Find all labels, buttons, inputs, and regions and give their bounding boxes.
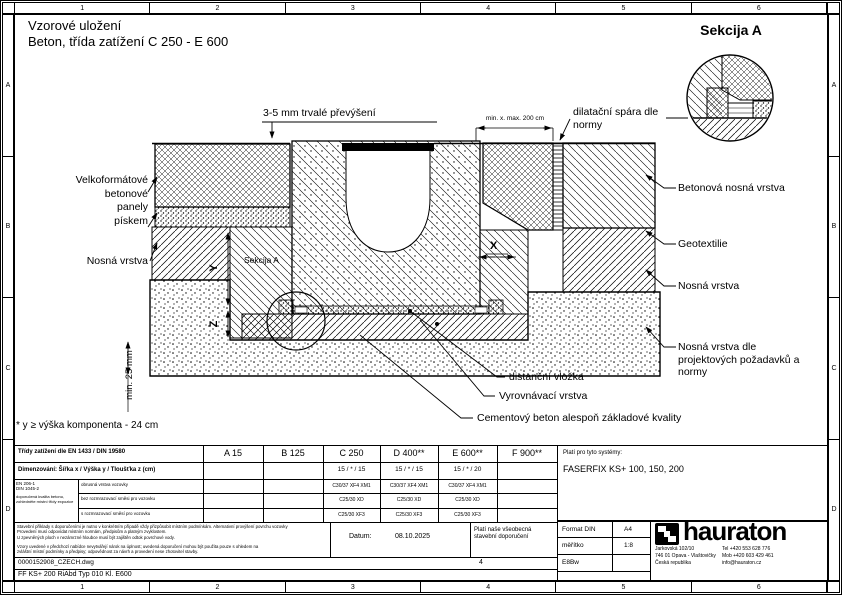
concrete-row-label: obrusná vrstva vozovky <box>81 482 129 487</box>
class-b125: B 125 <box>281 448 305 458</box>
detail-circle-section-a <box>666 55 775 143</box>
systems-label: Platí pro tyto systémy: <box>563 450 623 456</box>
label-spacer: distanční vložka <box>509 371 584 383</box>
systems-value: FASERFIX KS+ 100, 150, 200 <box>563 464 684 474</box>
format-label: Format DIN <box>562 526 596 533</box>
label-base-right: Nosná vrstva <box>678 280 740 292</box>
ruler-row: D <box>5 506 11 514</box>
label-footnote: * y ≥ výška komponenta - 24 cm <box>16 420 159 431</box>
date-label: Datum: <box>349 533 372 540</box>
page-subtitle: Beton, třída zatížení C 250 - E 600 <box>28 34 229 49</box>
ruler-row: C <box>3 298 13 440</box>
norm-ref: EN 206-1 DIN 1045-2 <box>16 481 40 491</box>
grid-line <box>557 445 558 581</box>
ruler-row: C <box>829 298 839 440</box>
class-c250: C 250 <box>339 448 364 458</box>
grid-line <box>78 493 557 494</box>
date-value: 08.10.2025 <box>395 533 431 540</box>
concrete-val: C25/30 XD <box>396 497 422 503</box>
label-leveling: Vyrovnávací vrstva <box>499 390 588 402</box>
grid-line <box>14 522 557 523</box>
main-cross-section <box>150 141 660 376</box>
ruler-row: B <box>829 157 839 299</box>
dim-d400: 15 / * / 15 <box>395 466 423 473</box>
concrete-val: C25/30 XD <box>455 497 480 503</box>
file-name: 0000152908_CZECH.dwg <box>18 559 94 566</box>
label-span-dim: min. x. max. 200 cm <box>485 115 545 122</box>
grid-line <box>470 522 471 557</box>
grid-line <box>557 571 650 572</box>
concrete-val: C30/37 XF4 XM1 <box>332 483 371 489</box>
drawing-title: FF KS+ 200 RiAbd Typ 010 Kl. E600 <box>18 571 132 578</box>
brand-address: Jarkovská 102/10 746 01 Opava - Vlaštovičky Česká republika <box>655 546 716 566</box>
grid-line <box>650 520 651 581</box>
concrete-val: C30/37 XF4 XM1 <box>448 483 487 489</box>
ruler-col: 1 <box>15 582 150 592</box>
ruler-row: D <box>831 506 837 514</box>
class-d400: D 400** <box>393 448 425 458</box>
dim-e600: 15 / * / 20 <box>453 466 482 473</box>
class-a15: A 15 <box>223 448 243 458</box>
grid-line <box>78 479 79 522</box>
grid-line <box>14 445 828 446</box>
concrete-val: C25/30 XF3 <box>454 512 481 518</box>
class-e600: E 600** <box>452 448 483 458</box>
label-panels: Velkoformátové betonové panely pískem <box>75 174 148 227</box>
label-subgrade: Nosná vrstva dle projektových požadavků a normy <box>678 341 800 379</box>
label-geotextile: Geotextilie <box>678 238 728 250</box>
grid-line <box>78 508 557 509</box>
class-f900: F 900** <box>511 448 543 458</box>
ruler-col: 1 <box>15 3 150 13</box>
dim-z: Z <box>208 320 220 328</box>
concrete-val: C25/30 XD <box>339 497 364 503</box>
table-dim-label: Dimenzování: Šířka x / Výška y / Tloušťka z (cm) <box>18 467 156 473</box>
grid-line <box>330 522 331 557</box>
label-cement: Cementový beton alespoň základové kvality <box>477 412 682 424</box>
label-min-thickness: min. 25 mm <box>124 350 135 400</box>
scale-label: měřítko <box>562 542 584 549</box>
detail-title: Sekcija A <box>700 22 762 38</box>
dim-c250: 15 / * / 15 <box>337 466 366 473</box>
ruler-col: 6 <box>692 582 827 592</box>
ruler-row: A <box>3 15 13 157</box>
dim-y: Y <box>208 264 220 272</box>
sheet-number: 4 <box>479 559 483 566</box>
validity-note: Platí naše všeobecná stavební doporučení <box>474 527 532 540</box>
label-dilatation: dilatační spára dle normy <box>573 106 659 131</box>
ruler-col: 2 <box>150 582 285 592</box>
page-title: Vzorové uložení <box>28 18 122 33</box>
grid-line <box>557 537 650 538</box>
dim-x: X <box>490 240 498 252</box>
concrete-val: C30/37 XF4 XM1 <box>389 483 429 489</box>
concrete-row-label: bez rozmrazovací směsi pro vozovku <box>81 496 156 501</box>
label-overfill: 3-5 mm trvalé převýšení <box>263 107 376 119</box>
grid-line <box>14 462 557 463</box>
concrete-row-label: s rozmrazovací směsí pro vozovku <box>81 511 151 516</box>
hauraton-logo-icon <box>655 523 679 545</box>
ruler-col: 6 <box>692 3 827 13</box>
scale-value: 1:8 <box>624 542 634 549</box>
grid-line <box>14 557 557 558</box>
brand-contact: Tel +420 553 628 776 Mob +420 603 429 461 info@hauraton.cz <box>722 546 774 566</box>
label-concrete-base: Betonová nosná vrstva <box>678 182 785 194</box>
drawing-code: E8Bw <box>562 559 579 566</box>
ruler-row: B <box>3 157 13 299</box>
brand-wordmark: hauraton <box>683 516 787 546</box>
ruler-col: 5 <box>556 582 691 592</box>
disclaimer-block-1: Stavební příklady s doporučeními je nutno v konkrétním případě vždy přizpůsobit místním podmínkám. Alternativní provýšení povrchu vozovky Provedení musí odpovídat místním normám, předpisům a platným zvyklostem. U zpevněných ploch v nezámrzné hloubce musí být zajištěn odtok povrchové vody. <box>17 524 288 540</box>
grid-line <box>612 520 613 571</box>
format-value: A4 <box>624 526 632 533</box>
grid-line <box>14 569 557 570</box>
grid-line <box>14 479 557 480</box>
label-section-marker: Sekcija A <box>244 255 279 265</box>
grid-line <box>557 554 650 555</box>
label-base-left: Nosná vrstva <box>86 255 148 267</box>
ruler-col: 4 <box>421 3 556 13</box>
ruler-col: 3 <box>286 582 421 592</box>
concrete-val: C25/30 XF3 <box>338 512 365 518</box>
ruler-col: 5 <box>556 3 691 13</box>
ruler-col: 4 <box>421 582 556 592</box>
ruler-col: 3 <box>286 3 421 13</box>
table-load-label: Třídy zatížení dle EN 1433 / DIN 19580 <box>18 449 126 455</box>
disclaimer-block-2: Vzory uvedené v předchozí nabídce nevytvářejí nárok na úplnost; uvedená doporučení mohou být použita pouze s ohledem na zvláštní místní podmínky a předpisy; odpovědnost za návrh a provedení nese zhotovitel stavby. <box>17 544 259 555</box>
norm-note: doporučená kvalita betonu, zohledněte místní třídy expozice <box>16 494 74 504</box>
concrete-val: C25/30 XF3 <box>395 512 423 518</box>
ruler-col: 2 <box>150 3 285 13</box>
ruler-row: A <box>829 15 839 157</box>
